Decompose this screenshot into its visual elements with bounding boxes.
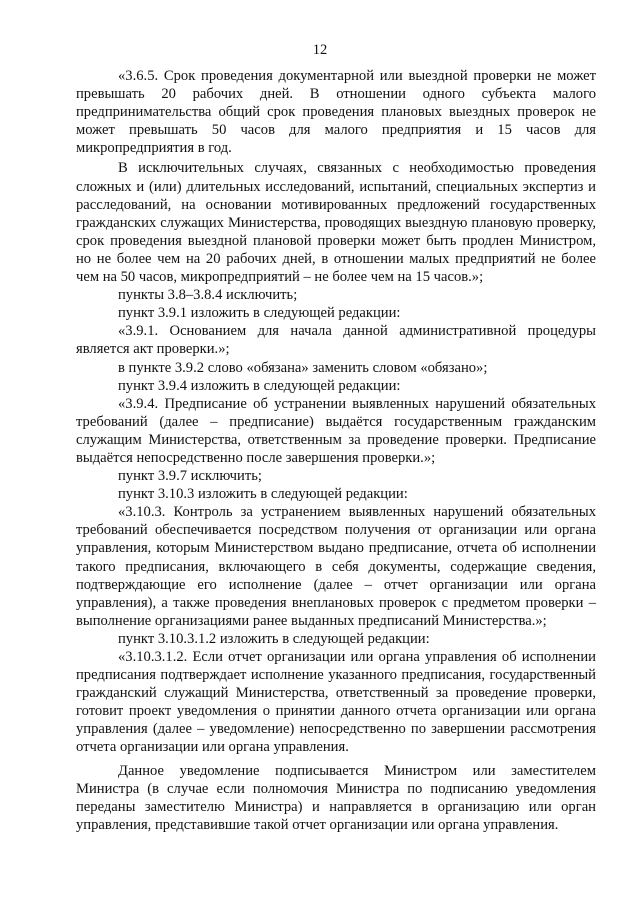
paragraph-3-9-7: пункт 3.9.7 исключить; bbox=[118, 468, 262, 485]
paragraph-exceptional-cases: В исключительных случаях, связанных с необходимостью проведения сложных и (или) длительных исследований, испытаний, специальных экспертиз и расследований, на основании мотивированных предложений государственных гражданских служащих Министерства, проводящих выездную плановую проверку, срок проведения выездной плановой проверки может быть продлен Министром, но не более чем на 20 рабочих дней, в отношении малых предприятий не более чем на 50 часов, микропредприятий – не более чем на 15 часов.»; bbox=[76, 160, 596, 286]
paragraph-item-3-10-3-1-2-intro: пункт 3.10.3.1.2 изложить в следующей редакции: bbox=[118, 630, 430, 647]
paragraph-3-6-5: «3.6.5. Срок проведения документарной или выездной проверки не может превышать 20 рабочих дней. В отношении одного субъекта малого предпринимательства общий срок проведения плановых выездных проверок не может превышать 50 часов для малого предприятия и 15 часов для микропредприятия в год. bbox=[76, 68, 596, 157]
paragraph-item-3-9-1-intro: пункт 3.9.1 изложить в следующей редакции: bbox=[118, 305, 401, 322]
paragraph-items-exclude: пункты 3.8–3.8.4 исключить; bbox=[118, 287, 298, 304]
paragraph-item-3-10-3-intro: пункт 3.10.3 изложить в следующей редакции: bbox=[118, 486, 408, 503]
page-number: 12 bbox=[312, 42, 328, 58]
paragraph-3-10-3-1-2: «3.10.3.1.2. Если отчет организации или органа управления об исполнении предписания подтверждает исполнение указанного предписания, государственный гражданский служащий Министерства, ответственный за проведение проверки, готовит проект уведомления о принятии данного отчета организации или органа управления (далее – уведомление) непосредственно по завершении рассмотрения отчета организации или органа управления. bbox=[76, 649, 596, 756]
paragraph-3-9-1: «3.9.1. Основанием для начала данной административной процедуры является акт проверки.»; bbox=[76, 323, 596, 358]
paragraph-3-10-3: «3.10.3. Контроль за устранением выявленных нарушений обязательных требований обеспечивается посредством получения от организации или органа управления, которым Министерством выдано предписание, отчета об исполнении такого предписания, включающего в себя документы, содержащие сведения, подтверждающие его исполнение (далее – отчет организации или органа управления), а также проведения внеплановых проверок с предметом проверки – выполнение организациями ранее выданных предписаний Министерства.»; bbox=[76, 504, 596, 629]
paragraph-3-9-4: «3.9.4. Предписание об устранении выявленных нарушений обязательных требований (далее – предписание) выдаётся государственным гражданским служащим Министерства, ответственным за проведение проверки. Предписание выдаётся непосредственно после завершения проверки.»; bbox=[76, 395, 596, 466]
document-body bbox=[76, 67, 596, 834]
paragraph-3-9-2: в пункте 3.9.2 слово «обязана» заменить словом «обязано»; bbox=[118, 359, 488, 376]
paragraph-item-3-9-4-intro: пункт 3.9.4 изложить в следующей редакции: bbox=[118, 377, 401, 394]
paragraph-notification: Данное уведомление подписывается Министром или заместителем Министра (в случае если полномочия Министра по подписанию уведомления переданы заместителю Министра) и направляется в организацию или орган управления, представившие такой отчет организации или органа управления. bbox=[76, 762, 596, 833]
